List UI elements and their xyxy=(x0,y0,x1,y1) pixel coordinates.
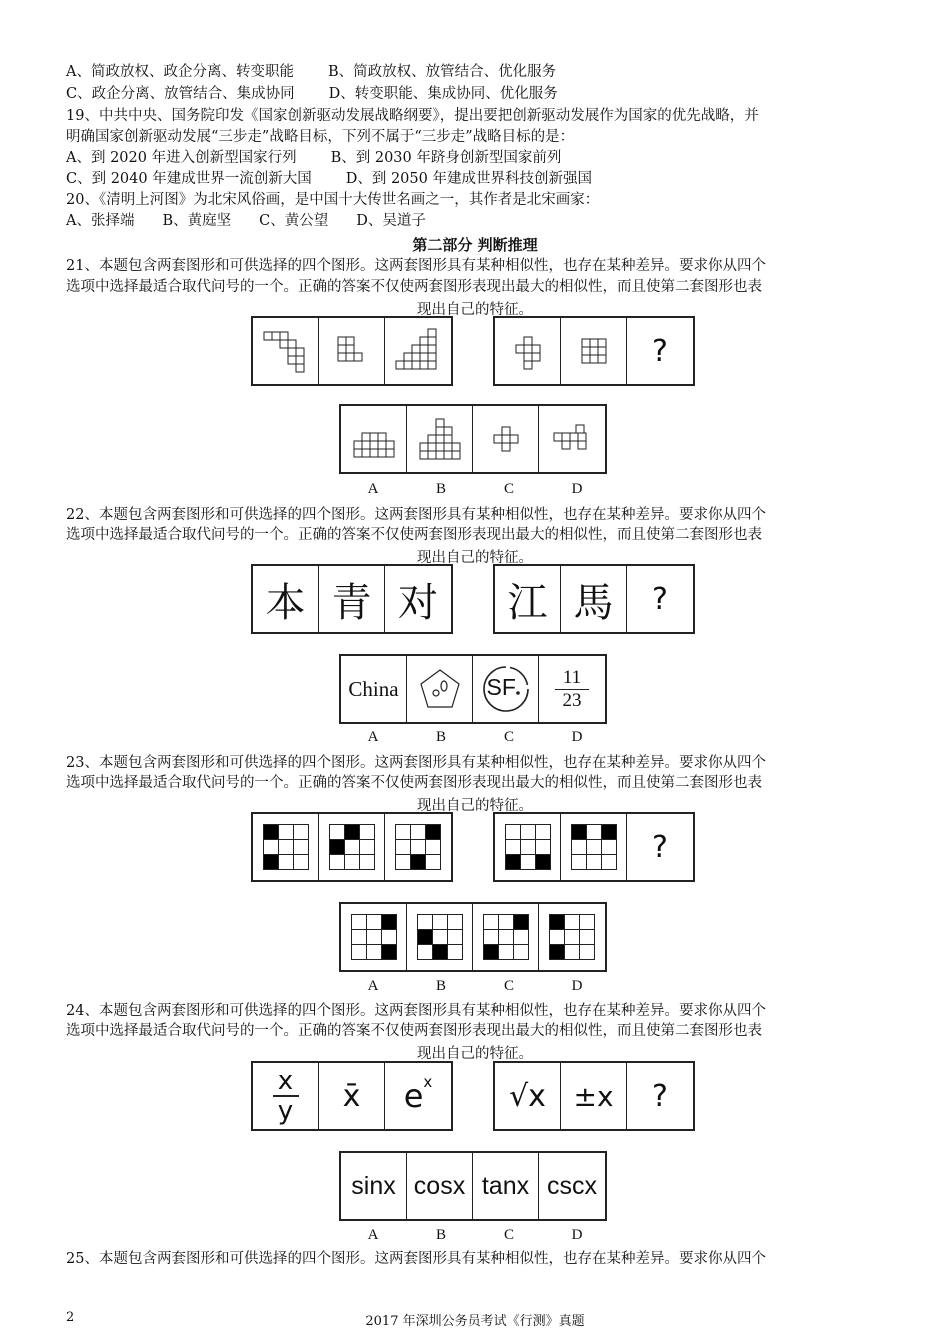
grid-cell-filled xyxy=(344,825,359,840)
grid-cell xyxy=(580,945,595,960)
section-title: 第二部分 判断推理 xyxy=(412,236,538,254)
grid-cell xyxy=(396,855,411,870)
q23-option-b-figure[interactable] xyxy=(407,904,473,970)
q20-option-d: D、吴道子 xyxy=(356,213,426,229)
q22-option-b-figure[interactable] xyxy=(407,656,473,722)
q24-set1-figure1 xyxy=(253,1063,319,1129)
grid-cell xyxy=(278,840,293,855)
grid-cell xyxy=(586,840,601,855)
q22-option-letters xyxy=(339,729,611,746)
q24-option-letters xyxy=(339,1227,611,1244)
grid-cell-filled xyxy=(535,855,550,870)
q22-option-c-figure[interactable] xyxy=(473,656,539,722)
grid-cell xyxy=(366,945,381,960)
q24-set2 xyxy=(493,1061,695,1131)
q22-char-dui: 对 xyxy=(398,579,438,626)
grid-cell-filled xyxy=(381,945,396,960)
q23-set2 xyxy=(493,812,695,882)
grid-cell-filled xyxy=(505,855,520,870)
grid-cell xyxy=(426,840,441,855)
q21-options xyxy=(339,404,607,474)
grid-cell xyxy=(293,855,308,870)
q22-char-qing: 青 xyxy=(331,579,372,626)
q24-options xyxy=(339,1151,607,1221)
q23-set1-figure1 xyxy=(253,814,319,880)
q20-stem: 20、《清明上河图》为北宋风俗画，是中国十大传世名画之一，其作者是北宋画家： xyxy=(66,192,600,208)
q23-intro-line1 xyxy=(66,754,766,772)
q22-option-a-text: China xyxy=(348,676,399,701)
grid-cell-filled xyxy=(432,945,447,960)
option-letter-a: A xyxy=(367,729,379,745)
q22-option-a-figure[interactable] xyxy=(341,656,407,722)
question-mark: ? xyxy=(652,333,668,369)
grid-cell xyxy=(396,825,411,840)
grid-cell xyxy=(571,840,586,855)
grid-cell xyxy=(565,930,580,945)
q24-intro-text1: 本题包含两套图形和可供选择的四个图形。这两套图形具有某种相似性，也存在某种差异。要求你从四个 xyxy=(98,1003,766,1019)
q21-set2-figure1 xyxy=(495,318,561,384)
q22-intro-text1: 本题包含两套图形和可供选择的四个图形。这两套图形具有某种相似性，也存在某种差异。要求你从四个 xyxy=(98,507,766,523)
page-number: 2 xyxy=(66,1310,75,1325)
grid-cell xyxy=(586,825,601,840)
q20-options xyxy=(66,212,454,230)
grid-cell xyxy=(580,915,595,930)
grid-cell xyxy=(601,855,616,870)
q24-intro-line3: 现出自己的特征。 xyxy=(417,1046,533,1062)
q24-set2-figure1 xyxy=(495,1063,561,1129)
q22-intro-line1 xyxy=(66,506,766,524)
footer-title: 2017 年深圳公务员考试《行测》真题 xyxy=(365,1314,585,1329)
q24-sqrt-x: √x xyxy=(509,1078,546,1114)
grid-cell xyxy=(351,930,366,945)
q23-intro-line3: 现出自己的特征。 xyxy=(417,798,533,814)
q23-option-c-figure[interactable] xyxy=(473,904,539,970)
q22-set2 xyxy=(493,564,695,634)
q24-exp-sup: x xyxy=(423,1073,433,1091)
q19-stem-line1: 19、中共中央、国务院印发《国家创新驱动发展战略纲要》，提出要把创新驱动发展作为国家的优先战略，并 xyxy=(66,108,759,124)
q24-set1-figure2 xyxy=(319,1063,385,1129)
grid-cell xyxy=(483,915,498,930)
option-letter-d: D xyxy=(571,1227,583,1243)
q18-options-row1 xyxy=(66,63,556,81)
q19-options-row1 xyxy=(66,149,561,167)
q21-intro-line2: 选项中选择最适合取代问号的一个。正确的答案不仅使两套图形表现出最大的相似性，而且使第二套图形也表 xyxy=(66,279,762,295)
q22-intro-line2: 选项中选择最适合取代问号的一个。正确的答案不仅使两套图形表现出最大的相似性，而且使第二套图形也表 xyxy=(66,527,762,543)
grid-cell-filled xyxy=(601,825,616,840)
grid-cell xyxy=(505,825,520,840)
grid-cell xyxy=(520,825,535,840)
q18-options-row2 xyxy=(66,85,558,103)
q18-option-b: B、简政放权、放管结合、优化服务 xyxy=(327,64,557,80)
option-letter-b: B xyxy=(435,1227,446,1243)
grid-cell-filled xyxy=(426,825,441,840)
grid-cell xyxy=(498,930,513,945)
grid-cell xyxy=(359,840,374,855)
q25-number: 25、 xyxy=(66,1251,99,1267)
q18-option-a: A、简政放权、政企分离、转变职能 xyxy=(66,64,294,80)
grid-cell-filled xyxy=(513,915,528,930)
q23-question-mark xyxy=(627,814,693,880)
grid-cell xyxy=(329,855,344,870)
option-letter-d: D xyxy=(571,978,583,994)
grid-cell-filled xyxy=(550,915,565,930)
option-letter-c: C xyxy=(503,729,514,745)
grid-cell-filled xyxy=(329,840,344,855)
grid-cell-filled xyxy=(381,915,396,930)
option-letter-c: C xyxy=(503,481,514,497)
option-letter-b: B xyxy=(435,729,446,745)
q22-set1-figure2 xyxy=(319,566,385,632)
grid-cell xyxy=(293,840,308,855)
q21-option-c-figure[interactable] xyxy=(473,406,539,472)
q24-intro-line2: 选项中选择最适合取代问号的一个。正确的答案不仅使两套图形表现出最大的相似性，而且使第二套图形也表 xyxy=(66,1023,762,1039)
q24-exp-base: e xyxy=(403,1077,424,1115)
q24-set1-figure3 xyxy=(385,1063,451,1129)
question-mark: ? xyxy=(652,581,668,617)
option-letter-d: D xyxy=(571,729,583,745)
q23-options xyxy=(339,902,607,972)
q21-intro-line1 xyxy=(66,257,766,275)
grid-cell xyxy=(359,825,374,840)
grid-cell xyxy=(381,930,396,945)
q24-plus-minus-x: ±x xyxy=(573,1079,614,1113)
q24-option-d-text: cscx xyxy=(547,1171,597,1200)
q22-set1-figure3 xyxy=(385,566,451,632)
option-letter-c: C xyxy=(503,1227,514,1243)
grid-cell xyxy=(396,840,411,855)
q21-option-d-figure[interactable] xyxy=(539,406,605,472)
grid-cell-filled xyxy=(263,855,278,870)
grid-cell-filled xyxy=(571,825,586,840)
q23-intro-text1: 本题包含两套图形和可供选择的四个图形。这两套图形具有某种相似性，也存在某种差异。要求你从四个 xyxy=(98,755,766,771)
grid-cell xyxy=(520,840,535,855)
q23-option-a-figure[interactable] xyxy=(341,904,407,970)
grid-cell xyxy=(505,840,520,855)
option-letter-b: B xyxy=(435,481,446,497)
q18-option-c: C、政企分离、放管结合、集成协同 xyxy=(66,86,295,102)
q23-set1 xyxy=(251,812,453,882)
q22-option-d-numerator: 11 xyxy=(562,666,582,688)
q19-option-c: C、到 2040 年建成世界一流创新大国 xyxy=(66,171,312,187)
grid-cell xyxy=(447,915,462,930)
grid-cell xyxy=(550,930,565,945)
grid-cell xyxy=(426,855,441,870)
grid-cell-filled xyxy=(483,945,498,960)
q21-question-mark xyxy=(627,318,693,384)
question-mark: ? xyxy=(652,1078,668,1114)
q24-option-a-figure[interactable] xyxy=(341,1153,407,1219)
q21-intro-line3: 现出自己的特征。 xyxy=(417,302,533,318)
option-letter-a: A xyxy=(367,978,379,994)
grid-cell xyxy=(513,930,528,945)
q22-char-ma: 馬 xyxy=(573,579,614,626)
option-letter-c: C xyxy=(503,978,514,994)
q22-set1 xyxy=(251,564,453,634)
grid-cell xyxy=(366,930,381,945)
q24-option-b-figure[interactable] xyxy=(407,1153,473,1219)
q19-stem-line2: 明确国家创新驱动发展“三步走”战略目标，下列不属于“三步走”战略目标的是： xyxy=(66,129,575,145)
q22-intro-line3: 现出自己的特征。 xyxy=(417,550,533,566)
grid-cell xyxy=(513,945,528,960)
q23-option-letters xyxy=(339,978,611,995)
grid-cell xyxy=(535,825,550,840)
q21-set1-figure3 xyxy=(385,318,451,384)
q22-number: 22、 xyxy=(66,507,99,523)
grid-cell xyxy=(417,945,432,960)
q25-intro-text1: 本题包含两套图形和可供选择的四个图形。这两套图形具有某种相似性，也存在某种差异。要求你从四个 xyxy=(98,1251,766,1267)
question-mark: ? xyxy=(652,829,668,865)
grid-cell xyxy=(366,915,381,930)
q23-set2-figure1 xyxy=(495,814,561,880)
q24-set1 xyxy=(251,1061,453,1131)
grid-cell-filled xyxy=(550,945,565,960)
q24-fraction-denominator: y xyxy=(277,1096,294,1126)
q18-option-d: D、转变职能、集成协同、优化服务 xyxy=(328,86,558,102)
q21-option-b-figure[interactable] xyxy=(407,406,473,472)
q22-set1-figure1 xyxy=(253,566,319,632)
grid-cell xyxy=(329,825,344,840)
grid-cell xyxy=(411,840,426,855)
q24-fraction-numerator: x xyxy=(277,1066,294,1096)
q21-set1-figure2 xyxy=(319,318,385,384)
grid-cell xyxy=(278,825,293,840)
grid-cell xyxy=(580,930,595,945)
q22-set2-figure2 xyxy=(561,566,627,632)
grid-cell xyxy=(447,930,462,945)
q21-intro-text1: 本题包含两套图形和可供选择的四个图形。这两套图形具有某种相似性，也存在某种差异。要求你从四个 xyxy=(98,258,766,274)
grid-cell xyxy=(447,945,462,960)
q23-number: 23、 xyxy=(66,755,99,771)
grid-cell xyxy=(344,855,359,870)
q20-option-c: C、黄公望 xyxy=(259,213,329,229)
q24-option-b-text: cosx xyxy=(413,1171,466,1200)
q22-char-jiang: 江 xyxy=(507,579,548,626)
q24-option-a-text: sinx xyxy=(351,1171,396,1200)
grid-cell xyxy=(565,915,580,930)
option-letter-d: D xyxy=(571,481,583,497)
grid-cell xyxy=(432,915,447,930)
q23-set2-figure2 xyxy=(561,814,627,880)
grid-cell xyxy=(432,930,447,945)
grid-cell xyxy=(498,945,513,960)
grid-cell xyxy=(520,855,535,870)
q24-number: 24、 xyxy=(66,1003,99,1019)
option-letter-a: A xyxy=(367,1227,379,1243)
q21-number: 21、 xyxy=(66,258,99,274)
q22-option-d-figure[interactable] xyxy=(539,656,605,722)
q23-set1-figure3 xyxy=(385,814,451,880)
q23-intro-line2: 选项中选择最适合取代问号的一个。正确的答案不仅使两套图形表现出最大的相似性，而且使第二套图形也表 xyxy=(66,775,762,791)
q24-option-c-text: tanx xyxy=(481,1171,530,1200)
grid-cell xyxy=(483,930,498,945)
grid-cell xyxy=(278,855,293,870)
grid-cell xyxy=(601,840,616,855)
q22-set2-figure1 xyxy=(495,566,561,632)
q21-set1 xyxy=(251,316,453,386)
grid-cell xyxy=(351,915,366,930)
q19-option-a: A、到 2020 年进入创新型国家行列 xyxy=(66,150,297,166)
q24-option-d-figure[interactable] xyxy=(539,1153,605,1219)
q21-set2 xyxy=(493,316,695,386)
q22-option-c-text: SF xyxy=(486,674,516,700)
q24-set2-figure2 xyxy=(561,1063,627,1129)
q25-intro-line1 xyxy=(66,1250,766,1268)
q24-intro-line1 xyxy=(66,1002,766,1020)
q19-option-b: B、到 2030 年跻身创新型国家前列 xyxy=(330,150,562,166)
grid-cell xyxy=(344,840,359,855)
q21-set1-figure1 xyxy=(253,318,319,384)
q23-set1-figure2 xyxy=(319,814,385,880)
grid-cell xyxy=(535,840,550,855)
grid-cell xyxy=(293,825,308,840)
q20-option-a: A、张择端 xyxy=(66,213,135,229)
q21-option-a-figure[interactable] xyxy=(341,406,407,472)
q19-options-row2 xyxy=(66,170,592,188)
q21-option-letters xyxy=(339,481,611,498)
grid-cell-filled xyxy=(263,825,278,840)
grid-cell xyxy=(498,915,513,930)
q23-option-d-figure[interactable] xyxy=(539,904,605,970)
q22-question-mark xyxy=(627,566,693,632)
grid-cell xyxy=(565,945,580,960)
q24-x-bar: x̄ xyxy=(342,1078,361,1114)
q20-option-b: B、黄庭坚 xyxy=(162,213,232,229)
grid-cell xyxy=(351,945,366,960)
q22-char-ben: 本 xyxy=(265,579,306,626)
q22-option-d-denominator: 23 xyxy=(562,689,582,711)
grid-cell-filled xyxy=(411,855,426,870)
grid-cell xyxy=(359,855,374,870)
grid-cell xyxy=(586,855,601,870)
q21-set2-figure2 xyxy=(561,318,627,384)
grid-cell xyxy=(411,825,426,840)
q19-option-d: D、到 2050 年建成世界科技创新强国 xyxy=(345,171,592,187)
q24-option-c-figure[interactable] xyxy=(473,1153,539,1219)
grid-cell xyxy=(571,855,586,870)
grid-cell xyxy=(263,840,278,855)
option-letter-a: A xyxy=(367,481,379,497)
grid-cell xyxy=(417,915,432,930)
q22-options xyxy=(339,654,607,724)
grid-cell-filled xyxy=(417,930,432,945)
option-letter-b: B xyxy=(435,978,446,994)
q24-question-mark xyxy=(627,1063,693,1129)
